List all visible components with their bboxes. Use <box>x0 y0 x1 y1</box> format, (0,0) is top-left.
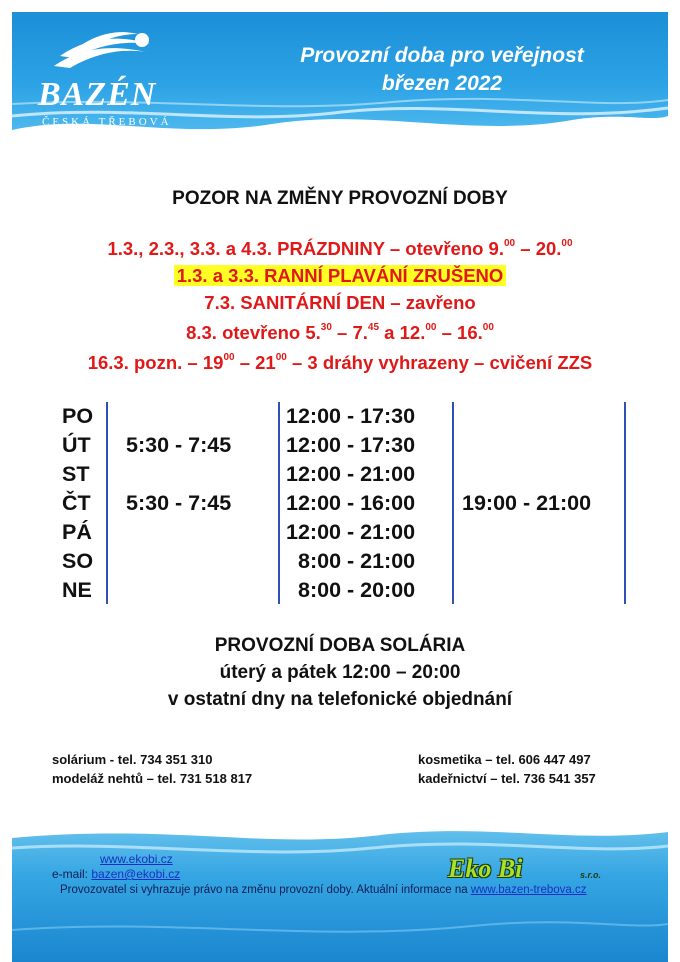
website-link[interactable]: www.ekobi.cz <box>100 852 173 866</box>
schedule-afternoon: 8:00 - 21:00 <box>298 549 416 573</box>
schedule-day: NE <box>62 578 92 602</box>
schedule-afternoon: 12:00 - 21:00 <box>286 520 416 544</box>
column-divider <box>624 402 626 604</box>
schedule-day: ČT <box>62 491 91 515</box>
title-line: Provozní doba pro veřejnost <box>300 44 584 67</box>
logo-subtitle: ČESKÁ TŘEBOVÁ <box>42 116 172 128</box>
contact-line: kosmetika – tel. 606 447 497 <box>418 752 591 767</box>
schedule-morning: 5:30 - 7:45 <box>126 433 232 457</box>
solarium-hours: úterý a pátek 12:00 – 20:00 <box>219 662 461 683</box>
footer-banner <box>12 818 668 962</box>
schedule-day: ÚT <box>62 433 91 457</box>
column-divider <box>278 402 280 604</box>
bazen-logo <box>30 26 190 136</box>
contact-line: modeláž nehtů – tel. 731 518 817 <box>52 771 253 786</box>
notice-list <box>0 232 680 376</box>
notice-line-highlighted <box>0 262 680 289</box>
schedule-afternoon: 12:00 - 17:30 <box>286 404 416 428</box>
ekobi-logo: Eko Bi <box>448 854 523 883</box>
schedule-afternoon: 8:00 - 20:00 <box>298 578 416 602</box>
footer-note: Provozovatel si vyhrazuje právo na změnu provozní doby. Aktuální informace na www.bazen-trebova.cz <box>60 884 587 896</box>
notice-line: 16.3. pozn. – $19^{00} - 21^{00} - 3$ dráhy vyhrazeny – cvičení ZZS <box>87 352 593 374</box>
schedule-afternoon: 12:00 - 16:00 <box>286 491 416 515</box>
solarium-section <box>0 632 680 713</box>
email-line: e-mail: bazen@ekobi.cz <box>52 867 181 881</box>
email-link[interactable]: bazen@ekobi.cz <box>91 867 181 881</box>
schedule-afternoon: 12:00 - 17:30 <box>286 433 416 457</box>
schedule-table <box>0 400 680 610</box>
info-website-link[interactable]: www.bazen-trebova.cz <box>470 884 587 896</box>
contact-line: solárium - tel. 734 351 310 <box>52 752 213 767</box>
schedule-evening: 19:00 - 21:00 <box>462 491 592 515</box>
notice-line: 8.3. otevřeno 5.30 – 7.45 a 12.00 – 16.00 <box>186 322 494 344</box>
highlight-marker: 1.3. a 3.3. RANNÍ PLAVÁNÍ ZRUŠENO <box>174 265 507 286</box>
schedule-morning: 5:30 - 7:45 <box>126 491 232 515</box>
schedule-day: PÁ <box>62 520 92 544</box>
column-divider <box>106 402 108 604</box>
contacts-left <box>52 750 252 788</box>
schedule-day: ST <box>62 462 90 486</box>
page-title <box>242 42 642 98</box>
schedule-day: SO <box>62 549 94 573</box>
notice-line: 7.3. SANITÁRNÍ DEN – zavřeno <box>204 292 476 314</box>
solarium-note: v ostatní dny na telefonické objednání <box>167 689 513 710</box>
notice-heading: POZOR NA ZMĚNY PROVOZNÍ DOBY <box>172 188 508 209</box>
solarium-title: PROVOZNÍ DOBA SOLÁRIA <box>214 635 466 656</box>
header-banner <box>12 12 668 146</box>
schedule-afternoon: 12:00 - 21:00 <box>286 462 416 486</box>
swimmer-logo-icon <box>50 26 170 76</box>
ekobi-logo-suffix: s.r.o. <box>580 870 602 880</box>
contacts-right <box>418 750 596 788</box>
column-divider <box>452 402 454 604</box>
subtitle-line: březen 2022 <box>381 72 503 95</box>
logo-wordmark: BAZÉN <box>38 76 157 113</box>
notice-line: 1.3., 2.3., 3.3. a 4.3. PRÁZDNINY – otevřeno 9.00 – 20.00 <box>107 238 573 260</box>
contact-line: kadeřnictví – tel. 736 541 357 <box>418 771 596 786</box>
schedule-day: PO <box>62 404 94 428</box>
